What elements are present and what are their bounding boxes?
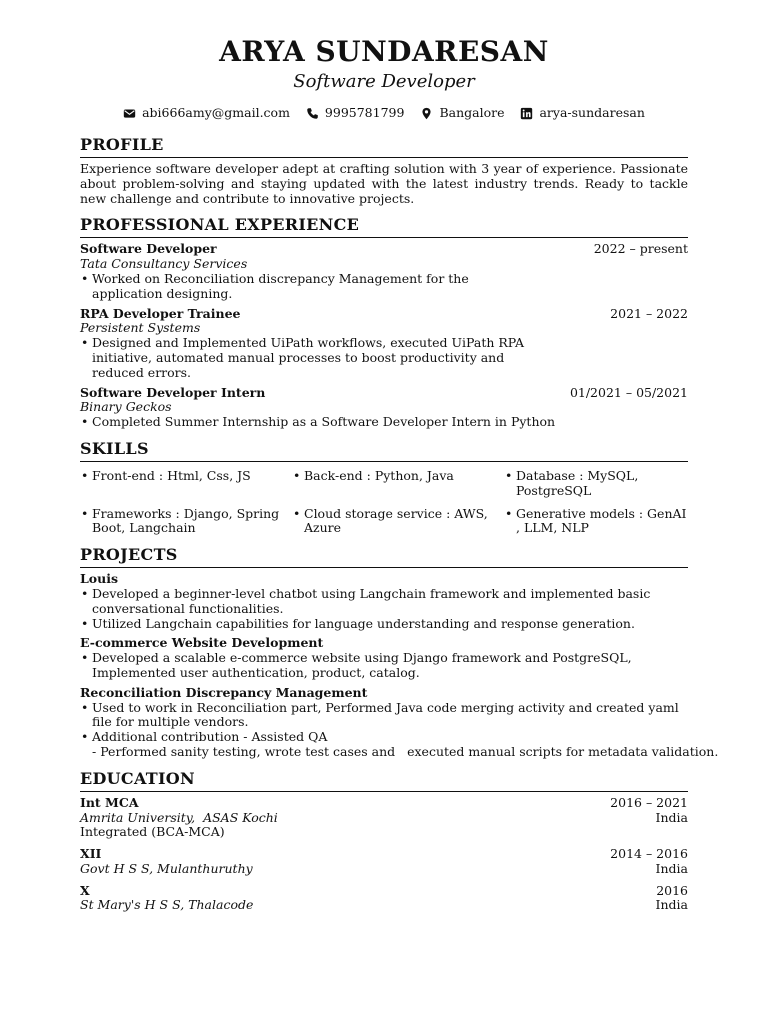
job-entry [80,386,688,430]
education-country: India [655,860,688,876]
linkedin-icon [520,107,533,120]
section-heading: EDUCATION [80,768,688,792]
skills-section [80,438,688,536]
section-heading: PROFESSIONAL EXPERIENCE [80,214,688,238]
project-bullet: • Developed a scalable e-commerce website using Django framework and PostgreSQL, Implemented user authentication, product, catalog. [80,651,688,681]
project-bullet: • Additional contribution - Assisted QA [80,730,688,745]
contact-linkedin[interactable] [520,103,644,123]
profile-text: Experience software developer adept at crafting solution with 3 year of experience. Passionate about problem-solving and staying updated with the latest industry trends. Ready to tackle new challenge and contribute to innovative projects. [80,161,688,206]
contact-location [420,103,504,123]
project-entry [80,572,688,631]
job-dates: 2022 – present [593,241,688,257]
job-dates: 01/2021 – 05/2021 [569,384,688,400]
skill-item: • Frameworks : Django, Spring Boot, Langchain [80,507,292,537]
project-bullet: • Developed a beginner-level chatbot using Langchain framework and implemented basic conversational functionalities. [80,587,688,617]
job-bullet: • Designed and Implemented UiPath workflows, executed UiPath RPA initiative, automated manual processes to boost productivity and reduced errors. [80,336,540,380]
profile-section [80,134,688,206]
project-subline: - Performed sanity testing, wrote test cases and executed manual scripts for metadata validation. [92,743,719,759]
job-role: RPA Developer Trainee [80,305,241,321]
education-entry [80,796,688,840]
project-bullet: • Used to work in Reconciliation part, Performed Java code merging activity and created yaml file for multiple vendors. [80,701,688,731]
candidate-title: Software Developer [293,71,475,92]
job-bullet: • Completed Summer Internship as a Software Developer Intern in Python [80,415,688,430]
email-text: abi666amy@gmail.com [142,105,290,120]
education-school: Amrita University, ASAS Kochi [80,809,278,825]
project-name: Louis [80,571,119,587]
education-degree: Int MCA [80,794,139,810]
education-degree: X [80,882,90,898]
project-bullet: • Utilized Langchain capabilities for language understanding and response generation. [80,617,688,632]
job-entry [80,242,688,301]
section-heading: PROFILE [80,134,688,158]
education-entry [80,847,688,877]
education-entry [80,884,688,914]
project-entry [80,684,719,760]
education-school: Govt H S S, Mulanthuruthy [80,860,253,876]
skill-item: • Database : MySQL, PostgreSQL [504,469,688,499]
phone-icon [306,107,319,120]
job-role: Software Developer Intern [80,384,266,400]
education-section [80,768,688,914]
job-dates: 2021 – 2022 [610,305,688,321]
candidate-name: ARYA SUNDARESAN [219,35,549,68]
projects-section [80,544,719,760]
education-dates: 2016 – 2021 [610,794,688,810]
education-dates: 2016 [656,882,688,898]
section-heading: PROJECTS [80,544,688,568]
skill-item: • Generative models : GenAI , LLM, NLP [504,507,688,537]
location-pin-icon [420,107,433,120]
job-company: Tata Consultancy Services [80,256,248,272]
job-role: Software Developer [80,241,217,257]
linkedin-text: arya-sundaresan [539,105,645,120]
job-bullet: • Worked on Reconciliation discrepancy Management for the application designing. [80,272,540,302]
education-school: St Mary's H S S, Thalacode [80,897,254,913]
project-entry [80,636,688,680]
contact-phone[interactable] [306,103,405,123]
job-company: Binary Geckos [80,399,172,415]
job-entry [80,307,688,381]
education-dates: 2014 – 2016 [610,846,688,862]
project-name: E-commerce Website Development [80,635,324,651]
experience-section [80,214,688,430]
education-note: Integrated (BCA-MCA) [80,824,225,840]
envelope-icon [123,107,136,120]
skill-item: • Cloud storage service : AWS, Azure [292,507,504,537]
skills-grid [80,469,688,536]
project-name: Reconciliation Discrepancy Management [80,684,368,700]
section-heading: SKILLS [80,438,688,462]
skill-item: • Front-end : Html, Css, JS [80,469,292,499]
resume-content [80,134,719,921]
job-company: Persistent Systems [80,320,201,336]
location-text: Bangalore [439,105,505,120]
phone-text: 9995781799 [324,105,405,120]
contact-bar [0,103,768,126]
contact-email[interactable] [123,103,290,123]
education-degree: XII [80,846,102,862]
skill-item: • Back-end : Python, Java [292,469,504,499]
education-country: India [655,809,688,825]
education-country: India [655,897,688,913]
